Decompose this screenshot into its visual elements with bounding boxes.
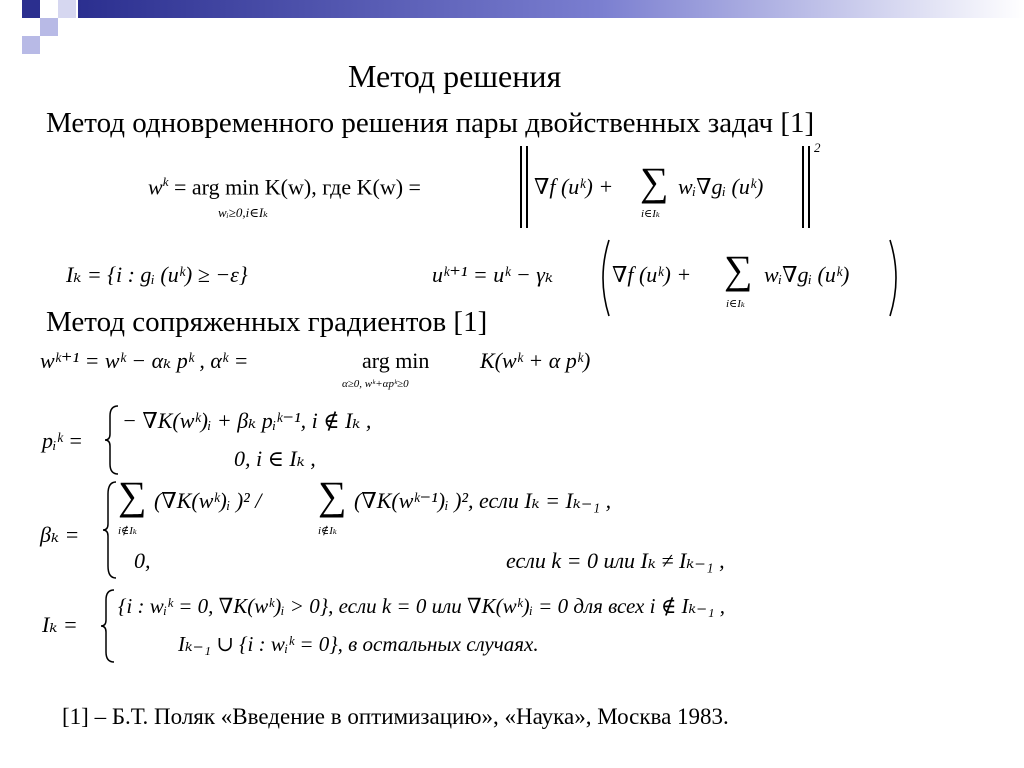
f3-sum-index: i∈Iₖ bbox=[726, 298, 745, 310]
f1-argmin-condition: wᵢ≥0,i∈Iₖ bbox=[218, 205, 268, 220]
f6-lhs: βₖ = bbox=[40, 522, 80, 547]
f6-sum-index-2: i∉Iₖ bbox=[318, 525, 337, 537]
f3-body: ∇f (uᵏ) + bbox=[612, 262, 692, 287]
f6-case1-b: (∇K(wᵏ⁻¹)ᵢ )², если Iₖ = Iₖ₋₁ , bbox=[354, 488, 612, 513]
left-brace-icon bbox=[102, 480, 118, 580]
f6-sum-index: i∉Iₖ bbox=[118, 525, 137, 537]
left-brace-icon bbox=[104, 404, 120, 476]
page-title: Метод решения bbox=[348, 58, 562, 94]
f4-argmin: arg min bbox=[362, 348, 430, 373]
f1-square: 2 bbox=[814, 140, 821, 155]
f6-case1-a: (∇K(wᵏ)ᵢ )² / bbox=[154, 488, 262, 513]
section-heading-dual-problems: Метод одновременного решения пары двойственных задач [1] bbox=[46, 107, 815, 139]
f4-argmin-condition: α≥0, wᵏ+αpᵏ≥0 bbox=[342, 378, 409, 390]
sum-icon: ∑ bbox=[318, 473, 347, 518]
f7-case1: {i : wᵢᵏ = 0, ∇K(wᵏ)ᵢ > 0}, если k = 0 или ∇K(wᵏ)ᵢ = 0 для всех i ∉ Iₖ₋₁ , bbox=[118, 594, 726, 618]
left-brace-icon bbox=[100, 588, 116, 664]
f1-equation: = arg min K(w), где K(w) = bbox=[173, 174, 421, 200]
f5-case1: − ∇K(wᵏ)ᵢ + βₖ pᵢᵏ⁻¹, i ∉ Iₖ , bbox=[122, 408, 372, 433]
formula-active-set: Iₖ = {i : gᵢ (uᵏ) ≥ −ε} bbox=[66, 262, 248, 287]
f1-sum-body: wᵢ∇gᵢ (uᵏ) bbox=[678, 174, 764, 199]
right-paren-icon bbox=[888, 238, 902, 318]
f7-case2: Iₖ₋₁ ∪ {i : wᵢᵏ = 0}, в остальных случаях. bbox=[178, 632, 539, 656]
f3-lhs: uᵏ⁺¹ = uᵏ − γₖ bbox=[432, 262, 553, 287]
sum-icon: ∑ bbox=[724, 247, 753, 292]
section-heading-conjugate-gradients: Метод сопряженных градиентов [1] bbox=[46, 306, 488, 338]
f5-lhs: pᵢᵏ = bbox=[42, 428, 84, 453]
f1-lhs: w bbox=[148, 174, 163, 200]
f5-case2: 0, i ∈ Iₖ , bbox=[234, 446, 316, 471]
f7-lhs: Iₖ = bbox=[42, 612, 78, 637]
sum-icon: ∑ bbox=[118, 473, 147, 518]
sum-icon: ∑ bbox=[640, 159, 669, 204]
f3-sum-body: wᵢ∇gᵢ (uᵏ) bbox=[764, 262, 850, 287]
f1-norm-body: ∇f (uᵏ) + bbox=[534, 174, 614, 199]
f1-lhs-sup: k bbox=[162, 174, 169, 189]
f1-sum-index: i∈Iₖ bbox=[641, 208, 660, 220]
decorative-header-bar bbox=[0, 0, 1024, 56]
f6-case2-a: 0, bbox=[134, 548, 151, 573]
reference-citation: [1] – Б.Т. Поляк «Введение в оптимизацию», «Наука», Москва 1983. bbox=[62, 704, 729, 729]
f4-rhs: K(wᵏ + α pᵏ) bbox=[480, 348, 591, 373]
left-paren-icon bbox=[597, 238, 611, 318]
f6-case2-b: если k = 0 или Iₖ ≠ Iₖ₋₁ , bbox=[506, 548, 725, 573]
f4-text: wᵏ⁺¹ = wᵏ − αₖ pᵏ , αᵏ = bbox=[40, 348, 249, 373]
